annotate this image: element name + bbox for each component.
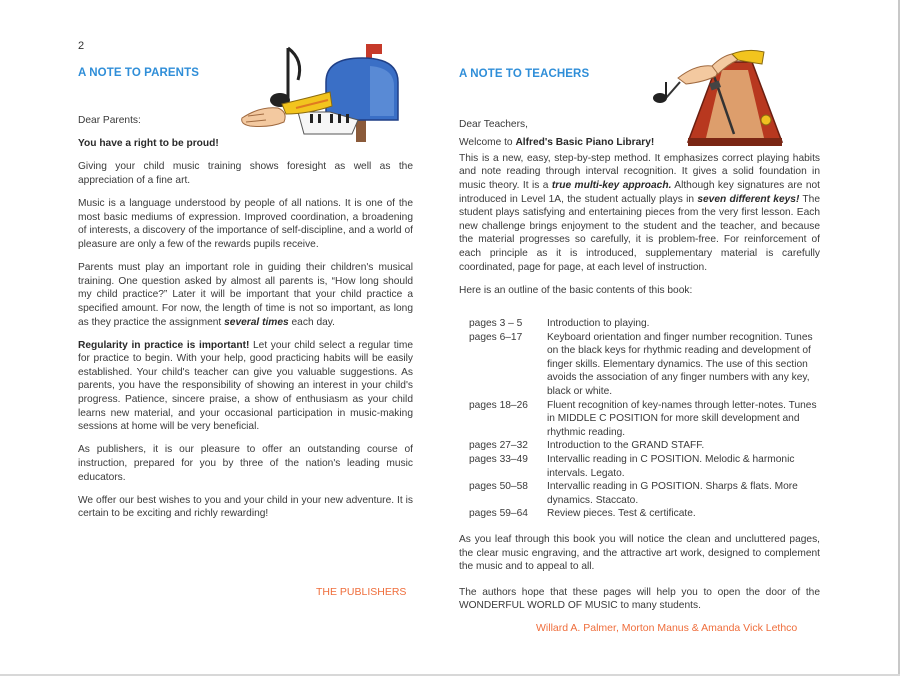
parents-paragraph-5: As publishers, it is our pleasure to offer an outstanding course of instruction, prepared for you by three of the nation's leading music educators.	[78, 444, 413, 483]
outline-description: Fluent recognition of key-names through letter-notes. Tunes in MIDDLE C POSITION for more skill development and rhythmic reading.	[547, 399, 817, 438]
teachers-greeting: Dear Teachers,	[459, 119, 528, 130]
teachers-heading: A NOTE TO TEACHERS	[459, 68, 590, 80]
outline-description: Introduction to playing.	[547, 318, 650, 329]
parents-p4-rest: Let your child select a regular time for practice to begin. With your help, good practicing habits will be easily established. Your child's teacher can give you valuable suggestions. As parents, you have the responsibility of showing an interest in your child's progress. Patience, sincere praise, a show of enthusiasm as your child learns new material, and your occasional participation in music-making sessions at home will be very beneficial.	[78, 339, 413, 433]
teachers-p1-text-a: This is a new, easy, step-by-step method. It emphasizes correct playing habits and note reading through interval recognition. It gives a solid foundation in music theory. It is a	[459, 152, 820, 191]
contents-outline	[469, 317, 820, 521]
outline-row	[469, 331, 820, 399]
parents-p3-text-a: Parents must play an important role in guiding their children's musical training. One question asked by almost all parents is, “How long should my child practice?” Later it will be important that your child practice a specified amount. For now, the length of time is not so important, as long as they practice the assignment	[78, 262, 413, 328]
teachers-p1-emphasis-2: seven different keys!	[697, 193, 800, 205]
parents-paragraph-4	[78, 339, 413, 434]
parents-paragraph-3	[78, 261, 413, 329]
teachers-signature: Willard A. Palmer, Morton Manus & Amanda Vick Lethco	[536, 622, 798, 634]
teachers-paragraph-2: As you leaf through this book you will notice the clean and uncluttered pages, the clear music engraving, and the attractive art work, designed to complement the music and to appeal to all.	[459, 534, 820, 573]
teachers-welcome-text: Welcome to	[459, 136, 516, 148]
outline-description: Intervallic reading in G POSITION. Sharps & flats. More dynamics. Staccato.	[547, 481, 798, 506]
outline-description: Review pieces. Test & certificate.	[547, 508, 696, 520]
teachers-welcome-bold: Alfred's Basic Piano Library!	[515, 136, 655, 148]
outline-row	[469, 480, 820, 507]
teachers-welcome	[459, 136, 820, 150]
outline-pages: pages 3 – 5	[469, 318, 523, 329]
outline-pages: pages 50–58	[469, 481, 528, 493]
outline-row	[469, 453, 820, 480]
outline-description: Keyboard orientation and finger number recognition. Tunes on the black keys for rhythmic reading and development of finger skills. Elementary dynamics. The use of this section avoids the association of any finger numbers with any key, black or white.	[547, 331, 813, 397]
teachers-letter	[459, 118, 820, 301]
outline-pages: pages 27–32	[469, 440, 528, 452]
outline-row	[469, 507, 820, 521]
parents-signature: THE PUBLISHERS	[316, 586, 407, 598]
teachers-p1-text-c: The student plays satisfying and entertaining pieces from the very first lesson. Each new challenge brings enjoyment to the student and the teacher, and because the material progresses so carefully, it is problem-free. For reinforcement of each principle as it is introduced, supplementary material is carefully coordinated, page for page, at each level of instruction.	[459, 193, 820, 273]
outline-row	[469, 439, 820, 453]
outline-row	[469, 399, 820, 440]
teachers-p1-text-b: Although key signatures are not introduced in Level 1A, the student actually plays in	[459, 179, 820, 205]
parents-bold-line: You have a right to be proud!	[78, 138, 219, 150]
parents-greeting: Dear Parents:	[78, 115, 141, 126]
outline-pages: pages 6–17	[469, 331, 523, 343]
parents-p3-text-b: each day.	[288, 316, 335, 328]
parents-paragraph-2: Music is a language understood by people of all nations. It is one of the most basic mediums of expression. Improved coordination, a broadening of interests, a discovery of the importance of self-discipline, and a world of pleasure are only a few of the rewards pupils receive.	[78, 198, 413, 250]
outline-description: Intervallic reading in C POSITION. Melodic & harmonic intervals. Legato.	[547, 453, 795, 479]
outline-row	[469, 317, 820, 331]
outline-pages: pages 18–26	[469, 399, 528, 411]
outline-pages: pages 33–49	[469, 453, 528, 465]
parents-letter	[78, 114, 413, 531]
outline-pages: pages 59–64	[469, 508, 528, 520]
teachers-paragraph-3: The authors hope that these pages will help you to open the door of the WONDERFUL WORLD OF MUSIC to many students.	[459, 586, 820, 612]
outline-description: Introduction to the GRAND STAFF.	[547, 440, 705, 452]
parents-heading: A NOTE TO PARENTS	[78, 67, 199, 79]
parents-p4-bold: Regularity in practice is important!	[78, 339, 250, 351]
teachers-p1-emphasis-1: true multi-key approach.	[551, 179, 672, 191]
teachers-outline-intro: Here is an outline of the basic contents of this book:	[459, 284, 693, 296]
parents-paragraph-1: Giving your child music training shows foresight as well as the appreciation of a fine art.	[78, 161, 413, 186]
parents-p3-emphasis: several times	[224, 316, 289, 328]
teachers-paragraph-1	[459, 152, 820, 274]
parents-paragraph-6: We offer our best wishes to you and your child in your new adventure. It is certain to be exciting and richly rewarding!	[78, 494, 413, 520]
teachers-closing	[459, 533, 820, 623]
page-number: 2	[78, 40, 85, 52]
